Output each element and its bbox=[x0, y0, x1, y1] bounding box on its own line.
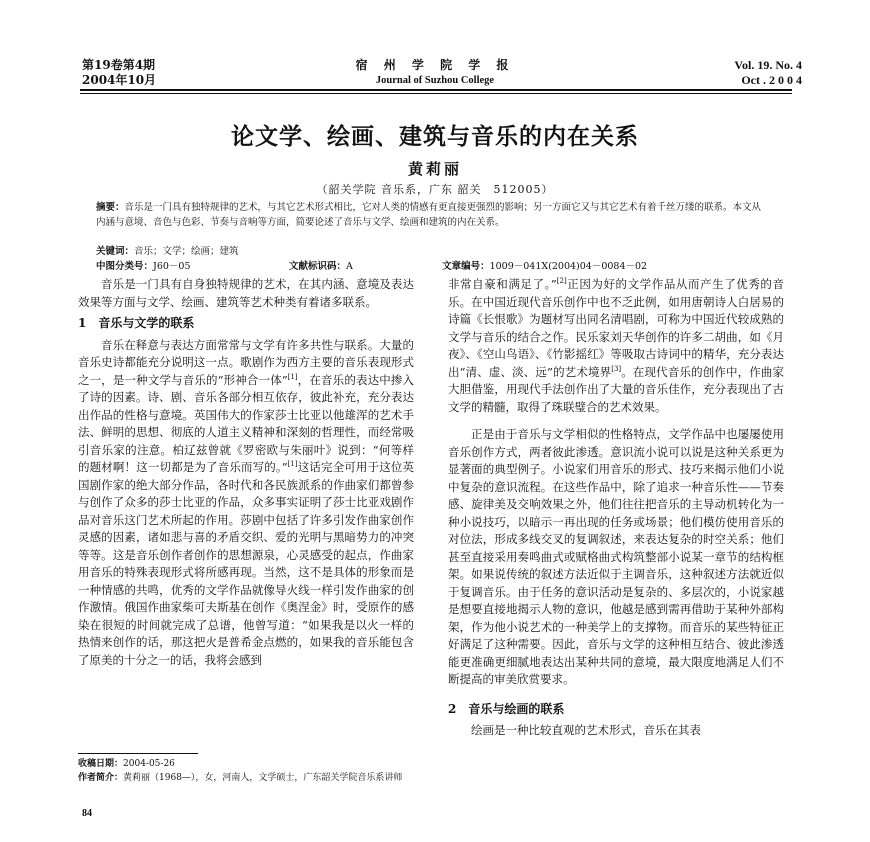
doc-code-label: 文献标识码： bbox=[289, 261, 347, 272]
footnote-rule bbox=[78, 753, 198, 754]
clc-label: 中图分类号： bbox=[96, 261, 154, 272]
citation-ref: [3] bbox=[611, 364, 622, 373]
author-affiliation: （韶关学院 音乐系，广东 韶关 512005） bbox=[316, 183, 554, 196]
article-number: 1009－041X(2004)04－0084－02 bbox=[489, 261, 648, 272]
citation-ref: [1] bbox=[287, 460, 298, 469]
keywords bbox=[96, 244, 768, 259]
paragraph-2-text-a: 非常自豪和满足了。” bbox=[448, 277, 557, 291]
intro-paragraph: 音乐是一门具有自身独特规律的艺术，在其内涵、意境及表达效果等方面与文学、绘画、建筑等艺术种类有着诸多联系。 bbox=[78, 277, 414, 309]
paragraph-2 bbox=[448, 276, 784, 416]
abstract-text: 音乐是一门具有独特规律的艺术，与其它艺术形式相比，它对人类的情感有更直接更强烈的影响；另一方面它又与其它艺术有着千丝万缕的联系。本文从内涵与意境、音色与色彩、节奏与音响等方面，简要论述了音乐与文学、绘画和建筑的内在关系。 bbox=[96, 202, 762, 228]
abstract-label: 摘要： bbox=[96, 202, 125, 213]
article-number-label: 文章编号： bbox=[442, 261, 490, 272]
journal-name-en: Journal of Suzhou College bbox=[375, 75, 495, 86]
citation-ref: [2] bbox=[556, 277, 567, 286]
footnote bbox=[78, 757, 408, 785]
keywords-text: 音乐；文学；绘画；建筑 bbox=[134, 246, 239, 257]
article-title: 论文学、绘画、建筑与音乐的内在关系 bbox=[231, 123, 639, 150]
date-en: Oct . 2 0 0 4 bbox=[741, 73, 802, 87]
paragraph-1-text-c: 这话完全可用于这位英国剧作家的绝大部分作品，各时代和各民族派系的作曲家们都曾参与创作了众多的莎士比亚的作品，众多事实证明了莎士比亚戏剧作品对音乐这门艺术所起的作用。莎剧中包括了许多引发作曲家创作灵感的因素，诸如悲与喜的矛盾交织、爱的光明与黑暗势力的冲突等等。这是音乐创作者创作的思想源泉，心灵感受的起点，作曲家用音乐的特殊表现形式将所感再现。当然，这不是具体的形象而是一种情感的共鸣，优秀的文学作品就像导火线一样引发作曲家的创作激情。俄国作曲家柴可夫斯基在创作《奥涅金》时，受原作的感染在很短的时间就完成了总谱，他曾写道：“如果我是以火一样的热情来创作的话，那这把火是普希金点燃的，如果我的音乐能包含了原美的十分之一的话，我将会感到 bbox=[78, 460, 414, 667]
author-bio bbox=[78, 771, 408, 785]
received-label: 收稿日期： bbox=[78, 759, 124, 769]
paragraph-2-text-b: 正因为好的文学作品从而产生了优秀的音乐。在中国近现代音乐创作中也不乏此例，如用唐朝诗人白居易的诗篇《长恨歌》为题材写出同名清唱剧，可称为中国近代较成熟的文学与音乐的结合之作。民乐家刘天华创作的许多二胡曲，如《月夜》、《空山鸟语》、《竹影摇红》等吸取古诗词中的精华，充分表达出“清、虚、淡、远”的艺术境界 bbox=[448, 277, 784, 379]
received-date bbox=[78, 757, 408, 771]
bio-text: 黄莉丽（1968—），女，河南人，文学硕士，广东韶关学院音乐系讲师 bbox=[123, 773, 403, 783]
left-column bbox=[78, 276, 414, 669]
received-value: 2004-05-26 bbox=[123, 759, 175, 769]
bio-label: 作者简介： bbox=[78, 773, 124, 783]
section-1-heading: 1 音乐与文学的联系 bbox=[78, 316, 195, 330]
header-rule-thin bbox=[80, 93, 792, 94]
volume-en: Vol. 19. No. 4 bbox=[734, 58, 802, 72]
date-cn: 2004年10月 bbox=[82, 73, 157, 87]
paragraph-3: 正是由于音乐与文学相似的性格特点，文学作品中也屡屡使用音乐创作方式，两者彼此渗透。意识流小说可以说是这种关系更为显著面的典型例子。小说家们用音乐的形式、技巧来揭示他们小说中复杂的意识流程。在这些作品中，除了追求一种音乐性——节奏感、旋律美及交响效果之外，他们往往把音乐的主导动机转化为一种小说技巧，以暗示一再出现的任务或场景；他们模仿使用音乐的对位法，形成多线交叉的复调叙述，来表达复杂的时空关系；他们甚至直接采用奏鸣曲式或赋格曲式构筑整部小说某一章节的结构框架。如果说传统的叙述方法近似于主调音乐，这种叙述方法就近似于复调音乐。由于任务的意识活动是复杂的、多层次的，小说家越是想要直接地揭示人物的意识，他越是感到需再借助于某种外部构架，作为他小说艺术的一种美学上的支撑物。而音乐的某些特征正好满足了这种需要。因此，音乐与文学的这种相互结合、彼此渗透能更准确更细腻地表达出某种共同的意境，最大限度地满足人们不断提高的审美欣赏要求。 bbox=[448, 427, 784, 686]
volume-cn: 第19卷第4期 bbox=[82, 58, 156, 72]
doc-code: A bbox=[346, 261, 353, 272]
paragraph-1-text-a: 音乐在释意与表达方面常常与文学有许多共性与联系。大量的音乐史诗都能充分说明这一点。歌剧作为西方主要的音乐表现形式之一，是一种文学与音乐的“形神合一体” bbox=[78, 337, 414, 387]
header-right bbox=[734, 58, 802, 88]
journal-name-cn: 宿 州 学 院 学 报 bbox=[355, 58, 515, 72]
classification-line bbox=[96, 259, 768, 274]
paragraph-4: 绘画是一种比较直观的艺术形式，音乐在其表 bbox=[471, 723, 701, 737]
citation-ref: [1] bbox=[287, 372, 298, 381]
section-2-heading: 2 音乐与绘画的联系 bbox=[448, 701, 565, 716]
paragraph-1 bbox=[78, 337, 414, 670]
page-number: 84 bbox=[82, 808, 92, 819]
abstract bbox=[96, 200, 768, 230]
paragraph-2-text-c: 。在现代音乐的创作中，作曲家大胆借鉴，用现代手法创作出了大量的音乐佳作，充分表现出了古文学的精髓，取得了珠联璧合的艺术效果。 bbox=[448, 364, 784, 414]
clc-code: J60－05 bbox=[153, 261, 191, 272]
right-column bbox=[448, 276, 784, 740]
article-author: 黄莉丽 bbox=[407, 160, 462, 178]
keywords-label: 关键词： bbox=[96, 246, 135, 257]
header-rule bbox=[80, 89, 792, 91]
paragraph-1-text-b: ，在音乐的表达中掺入了诗的因素。诗、剧、音乐各部分相互依存，彼此补充，充分表达出作品的性格与意境。英国伟大的作家莎士比亚以他雄浑的艺术手法、鲜明的思想、彻底的人道主义精神和深刻的哲理性，而经常吸引音乐家的注意。柏辽兹曾就《罗密欧与朱丽叶》说到：“何等样的题材啊！这一切都是为了音乐而写的。” bbox=[78, 372, 415, 474]
